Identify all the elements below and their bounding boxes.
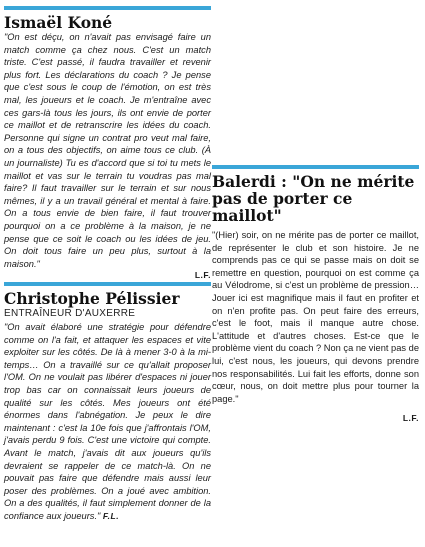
accent-bar <box>4 6 211 10</box>
balerdi-quote <box>212 229 419 405</box>
accent-bar <box>212 165 419 169</box>
accent-bar <box>4 282 211 286</box>
kone-quote <box>4 31 211 270</box>
balerdi-signature-row <box>212 413 419 423</box>
kone-section <box>4 6 211 280</box>
pelissier-name: Christophe Pélissier <box>4 289 180 308</box>
kone-signature-row <box>4 270 211 280</box>
pelissier-signature: F.L. <box>102 510 120 521</box>
balerdi-signature: L.F. <box>402 413 419 424</box>
kone-quote-text: "On est déçu, on n'avait pas envisagé faire un match comme ça chez nous. C'est un match triste. C'est passé, il faudra travailler et revenir plus fort. Les déclarations du coach ? Je pense que c'est sous le coup de l'émotion, on est très mal, les joueurs et le coach. Je m'entraîne avec ces gars-là tous les jours, ils ont envie de porter ce maillot et de retranscrire les idées du coach. Personne qui signe un contrat pro veut mal faire, on a tous des objectifs, on aime tous ce club. (À un journaliste) Tu es d'accord que si toi tu mets le maillot et vas sur le terrain tu voudras pas mal faire? Il faut travailler sur le terrain et sur nous mêmes, il y a un travail général et mental à faire. On a tous envie de bien faire, il faut trouver pourquoi on a ce problème à la maison, je ne pense que ce soit le coach ou les idées de jeu. On doit tous faire un peu plus, surtout à la maison." <box>4 32 211 269</box>
pelissier-quote-text: "On avait élaboré une stratégie pour défendre comme on l'a fait, et attaquer les espaces et vite exploiter sur les côtés. De là à mener 3-0 à la mi-temps… On a travaillé sur ce qu'allait proposer l'OM. On ne voulait pas libérer d'espaces ni jouer trop bas car on connaissait leurs joueurs de qualité sur les côtés. Mes joueurs ont été énormes dans l'abnégation. Je peux le dire maintenant : c'est la 10e fois que j'affrontais l'OM, j'avais perdu 9 fois. C'est une victoire qui compte. Avant le match, j'avais dit aux joueurs qu'ils devraient se rappeler de ce match-là. On ne pouvait pas faire que défendre mais aussi leur poser des problèmes. On a joué avec ambition. On a des qualités, il faut simplement donner de la confiance aux joueurs." <box>4 322 211 521</box>
balerdi-headline: Balerdi : "On ne mérite pas de porter ce maillot" <box>212 172 415 225</box>
pelissier-role: ENTRAÎNEUR D'AUXERRE <box>4 308 136 319</box>
kone-name: Ismaël Koné <box>4 13 113 32</box>
balerdi-quote-text: "(Hier) soir, on ne mérite pas de porter ce maillot, de représenter le club et son histoire. Je ne comprends pas ce qui se passe mais on doit se remettre en question, pourquoi on est comme ça au Vélodrome, si c'est un problème de pression… Jouer ici est magnifique mais il faut en profiter et on n'en profite pas. On peut faire des erreurs, c'est le foot, mais il manque autre chose. L'attitude et d'autres choses. Est-ce que le problème vient du coach ? Non ça ne vient pas de lui, c'est nous, les joueurs, qui devons prendre nos responsabilités. Lui fait les efforts, donne son cœur, nous, on doit mettre plus pour tourner la page." <box>212 230 419 404</box>
balerdi-section <box>212 165 419 423</box>
kone-signature: L.F. <box>194 270 211 281</box>
pelissier-quote <box>4 321 211 523</box>
pelissier-section <box>4 282 211 523</box>
